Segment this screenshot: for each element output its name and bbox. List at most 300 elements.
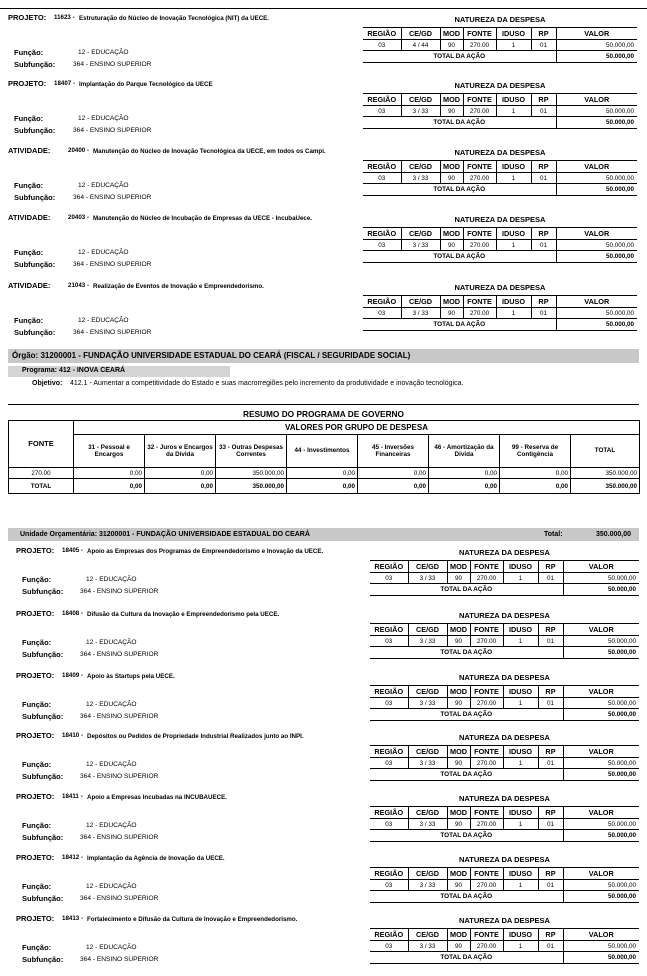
total-acao-label: TOTAL DA AÇÃO	[370, 647, 563, 659]
table-row	[370, 698, 639, 709]
subfuncao-label: Subfunção:	[14, 126, 56, 135]
block-code: 21043 -	[68, 282, 89, 289]
funcao-label: Função:	[14, 114, 44, 123]
funcao-label: Função:	[14, 316, 44, 325]
col-header-2: MOD	[440, 161, 463, 173]
block-description: Apoio às Startups pela UECE.	[87, 673, 175, 680]
col-header-1: CE/GD	[408, 624, 447, 636]
col-header-2: MOD	[447, 807, 470, 819]
subfuncao-value: 364 - ENSINO SUPERIOR	[73, 261, 152, 268]
total-row	[363, 117, 637, 129]
cell: 270.00	[470, 573, 503, 584]
resumo-total-label: TOTAL	[9, 479, 74, 494]
block-description: Apoio as Empresas dos Programas de Empreendedorismo e Inovação da UECE.	[87, 548, 324, 555]
group-header-7: TOTAL	[571, 435, 640, 468]
total-cell: 0,00	[287, 479, 358, 494]
col-header-2: MOD	[447, 624, 470, 636]
table-row	[363, 40, 637, 51]
cell: 50.000,00	[563, 880, 639, 891]
cell: 1	[496, 173, 531, 184]
block-code-number: 18410	[62, 732, 80, 739]
col-header-2: MOD	[447, 868, 470, 880]
block-description: Apoio a Empresas Incubadas na INCUBAUECE.	[87, 794, 227, 801]
block-description: Depósitos ou Pedidos de Propriedade Industrial Realizados junto ao INPI.	[87, 733, 304, 740]
block-kind-label: PROJETO:	[16, 609, 55, 618]
block-kind-label: PROJETO:	[16, 671, 55, 680]
subfuncao-label: Subfunção:	[22, 650, 64, 659]
cell: 50.000,00	[556, 173, 637, 184]
cell: 03	[370, 758, 408, 769]
col-header-4: IDUSO	[503, 807, 538, 819]
total-acao-value: 50.000,00	[563, 769, 639, 781]
col-header-6: VALOR	[563, 807, 639, 819]
col-header-4: IDUSO	[503, 686, 538, 698]
total-acao-label: TOTAL DA AÇÃO	[363, 251, 556, 263]
total-row	[363, 51, 637, 63]
cell: 01	[531, 106, 556, 117]
block-description: Implantação da Agência de Inovação da UECE.	[87, 855, 225, 862]
col-header-6: VALOR	[556, 28, 637, 40]
col-header-6: VALOR	[563, 624, 639, 636]
block-description: Realização de Eventos de Inovação e Empreendedorismo.	[93, 283, 264, 290]
total-acao-value: 50.000,00	[556, 51, 637, 63]
objetivo-label: Objetivo:	[32, 380, 63, 387]
cell: 1	[496, 240, 531, 251]
table-row	[370, 758, 639, 769]
col-header-0: REGIÃO	[363, 28, 401, 40]
table-row	[370, 573, 639, 584]
table-row	[370, 819, 639, 830]
cell: 270.00	[470, 636, 503, 647]
table-row	[370, 880, 639, 891]
bottom-block	[0, 788, 647, 849]
col-header-5: RP	[538, 746, 563, 758]
block-code: 18412 -	[62, 854, 83, 861]
cell: 50.000,00	[556, 106, 637, 117]
cell: 90	[447, 819, 470, 830]
col-header-3: FONTE	[463, 161, 496, 173]
total-acao-label: TOTAL DA AÇÃO	[370, 891, 563, 903]
natureza-title: NATUREZA DA DESPESA	[459, 611, 550, 620]
col-header-1: CE/GD	[408, 868, 447, 880]
col-header-5: RP	[538, 624, 563, 636]
funcao-value: 12 - EDUCAÇÃO	[86, 883, 137, 890]
block-code-number: 11623	[54, 14, 71, 21]
col-header-4: IDUSO	[496, 94, 531, 106]
bottom-block	[0, 542, 647, 603]
total-cell: 0,00	[358, 479, 429, 494]
block-kind-label: PROJETO:	[16, 546, 55, 555]
block-code: 18411 -	[62, 793, 83, 800]
top-block	[0, 75, 647, 142]
col-header-5: RP	[531, 28, 556, 40]
col-header-6: VALOR	[563, 868, 639, 880]
total-row	[370, 584, 639, 596]
total-acao-value: 50.000,00	[556, 184, 637, 196]
col-header-5: RP	[538, 561, 563, 573]
block-description: Estruturação do Núcleo de Inovação Tecnológica (NIT) da UECE.	[79, 15, 270, 22]
col-header-2: MOD	[440, 296, 463, 308]
block-code-number: 20400	[68, 147, 86, 154]
resumo-title: RESUMO DO PROGRAMA DE GOVERNO	[242, 409, 405, 419]
natureza-table	[370, 623, 639, 659]
cell: 90	[440, 308, 463, 319]
col-header-5: RP	[538, 929, 563, 941]
orgao-bar: Órgão: 31200001 - FUNDAÇÃO UNIVERSIDADE ESTADUAL DO CEARÁ (FISCAL / SEGURIDADE SOCIAL)	[8, 349, 639, 363]
subfuncao-value: 364 - ENSINO SUPERIOR	[80, 588, 159, 595]
table-row	[363, 308, 637, 319]
subfuncao-label: Subfunção:	[22, 712, 64, 721]
block-kind-label: PROJETO:	[16, 731, 55, 740]
funcao-label: Função:	[22, 575, 52, 584]
cell: 50.000,00	[563, 573, 639, 584]
subfuncao-value: 364 - ENSINO SUPERIOR	[80, 773, 159, 780]
funcao-label: Função:	[14, 248, 44, 257]
natureza-title: NATUREZA DA DESPESA	[459, 916, 550, 925]
total-acao-label: TOTAL DA AÇÃO	[370, 769, 563, 781]
block-code: 18408 -	[62, 610, 83, 617]
funcao-label: Função:	[22, 943, 52, 952]
cell: 03	[370, 636, 408, 647]
value-cell: 0,00	[145, 468, 216, 479]
col-header-4: IDUSO	[496, 28, 531, 40]
funcao-value: 12 - EDUCAÇÃO	[86, 761, 137, 768]
natureza-title: NATUREZA DA DESPESA	[459, 733, 550, 742]
cell: 90	[447, 636, 470, 647]
natureza-title: NATUREZA DA DESPESA	[459, 855, 550, 864]
funcao-label: Função:	[22, 638, 52, 647]
cell: 1	[503, 636, 538, 647]
block-code: 18405 -	[62, 547, 83, 554]
table-row	[363, 173, 637, 184]
col-header-0: REGIÃO	[370, 929, 408, 941]
cell: 03	[363, 173, 401, 184]
total-acao-label: TOTAL DA AÇÃO	[370, 952, 563, 964]
subfuncao-label: Subfunção:	[22, 587, 64, 596]
cell: 90	[440, 240, 463, 251]
table-row	[363, 106, 637, 117]
subfuncao-value: 364 - ENSINO SUPERIOR	[80, 956, 159, 963]
valores-header: VALORES POR GRUPO DE DESPESA	[74, 421, 640, 435]
cell: 270.00	[470, 698, 503, 709]
block-code-number: 18412	[62, 854, 80, 861]
total-acao-label: TOTAL DA AÇÃO	[370, 584, 563, 596]
cell: 1	[496, 106, 531, 117]
cell: 3 / 33	[408, 819, 447, 830]
col-header-3: FONTE	[470, 561, 503, 573]
cell: 50.000,00	[556, 308, 637, 319]
col-header-3: FONTE	[463, 28, 496, 40]
total-acao-label: TOTAL DA AÇÃO	[363, 319, 556, 331]
col-header-5: RP	[531, 228, 556, 240]
subfuncao-label: Subfunção:	[14, 60, 56, 69]
cell: 1	[496, 308, 531, 319]
cell: 50.000,00	[563, 698, 639, 709]
col-header-5: RP	[531, 94, 556, 106]
funcao-value: 12 - EDUCAÇÃO	[86, 701, 137, 708]
cell: 03	[370, 941, 408, 952]
col-header-4: IDUSO	[503, 929, 538, 941]
resumo-divider	[8, 404, 639, 405]
block-kind-label: ATIVIDADE:	[8, 281, 51, 290]
cell: 90	[447, 880, 470, 891]
cell: 1	[503, 819, 538, 830]
cell: 3 / 33	[408, 941, 447, 952]
subfuncao-label: Subfunção:	[14, 260, 56, 269]
cell: 01	[538, 636, 563, 647]
block-code-number: 18411	[62, 793, 79, 800]
top-block	[0, 8, 647, 75]
block-description: Implantação do Parque Tecnológico da UECE	[79, 81, 213, 88]
funcao-label: Função:	[22, 700, 52, 709]
block-code: 18413 -	[62, 915, 83, 922]
unidade-label: Unidade Orçamentária: 31200001 - FUNDAÇÃO UNIVERSIDADE ESTADUAL DO CEARÁ	[20, 531, 310, 538]
funcao-label: Função:	[14, 181, 44, 190]
group-header-3: 44 - Investimentos	[287, 435, 358, 468]
total-cell: 0,00	[429, 479, 500, 494]
value-cell: 350.000,00	[571, 468, 640, 479]
subfuncao-label: Subfunção:	[22, 833, 64, 842]
col-header-0: REGIÃO	[370, 624, 408, 636]
block-code: 18410 -	[62, 732, 83, 739]
cell: 03	[370, 573, 408, 584]
subfuncao-value: 364 - ENSINO SUPERIOR	[80, 713, 159, 720]
cell: 270.00	[470, 758, 503, 769]
cell: 3 / 33	[401, 308, 440, 319]
subfuncao-label: Subfunção:	[14, 328, 56, 337]
cell: 3 / 33	[408, 698, 447, 709]
cell: 3 / 33	[408, 758, 447, 769]
funcao-value: 12 - EDUCAÇÃO	[78, 249, 129, 256]
col-header-4: IDUSO	[503, 868, 538, 880]
col-header-1: CE/GD	[401, 94, 440, 106]
cell: 90	[447, 758, 470, 769]
natureza-table	[370, 745, 639, 781]
col-header-3: FONTE	[463, 228, 496, 240]
subfuncao-value: 364 - ENSINO SUPERIOR	[80, 651, 159, 658]
total-acao-label: TOTAL DA AÇÃO	[370, 709, 563, 721]
programa-bar: Programa: 412 - INOVA CEARÁ	[8, 366, 230, 377]
subfuncao-value: 364 - ENSINO SUPERIOR	[73, 127, 152, 134]
value-cell: 0,00	[429, 468, 500, 479]
col-header-0: REGIÃO	[363, 228, 401, 240]
bottom-block	[0, 910, 647, 971]
value-cell: 0,00	[74, 468, 145, 479]
bottom-block	[0, 667, 647, 728]
cell: 01	[538, 698, 563, 709]
natureza-table	[370, 560, 639, 596]
cell: 90	[440, 40, 463, 51]
natureza-table	[363, 295, 637, 331]
block-code-number: 20403	[68, 214, 86, 221]
block-kind-label: PROJETO:	[8, 79, 47, 88]
funcao-label: Função:	[14, 48, 44, 57]
cell: 50.000,00	[556, 40, 637, 51]
cell: 01	[538, 880, 563, 891]
col-header-5: RP	[538, 868, 563, 880]
cell: 03	[370, 819, 408, 830]
col-header-4: IDUSO	[496, 161, 531, 173]
group-header-2: 33 - Outras Despesas Correntes	[216, 435, 287, 468]
col-header-6: VALOR	[556, 228, 637, 240]
cell: 03	[363, 106, 401, 117]
total-acao-value: 50.000,00	[563, 709, 639, 721]
cell: 270.00	[463, 173, 496, 184]
bottom-block	[0, 849, 647, 910]
block-code-number: 18408	[62, 610, 80, 617]
cell: 1	[503, 698, 538, 709]
block-code-number: 18413	[62, 915, 80, 922]
col-header-2: MOD	[447, 686, 470, 698]
col-header-0: REGIÃO	[370, 868, 408, 880]
natureza-table	[363, 227, 637, 263]
group-header-5: 46 - Amortização da Dívida	[429, 435, 500, 468]
col-header-4: IDUSO	[496, 296, 531, 308]
cell: 03	[363, 240, 401, 251]
cell: 50.000,00	[563, 819, 639, 830]
col-header-1: CE/GD	[408, 929, 447, 941]
cell: 50.000,00	[556, 240, 637, 251]
col-header-3: FONTE	[470, 686, 503, 698]
total-acao-label: TOTAL DA AÇÃO	[363, 184, 556, 196]
col-header-3: FONTE	[463, 94, 496, 106]
top-block	[0, 277, 647, 344]
col-header-0: REGIÃO	[370, 746, 408, 758]
cell: 01	[538, 819, 563, 830]
col-header-3: FONTE	[470, 868, 503, 880]
cell: 01	[531, 240, 556, 251]
table-row	[370, 941, 639, 952]
col-header-1: CE/GD	[408, 686, 447, 698]
cell: 03	[370, 698, 408, 709]
col-header-3: FONTE	[470, 929, 503, 941]
col-header-3: FONTE	[463, 296, 496, 308]
subfuncao-label: Subfunção:	[22, 894, 64, 903]
natureza-title: NATUREZA DA DESPESA	[454, 15, 546, 24]
col-header-1: CE/GD	[401, 28, 440, 40]
col-header-2: MOD	[447, 929, 470, 941]
cell: 270.00	[463, 106, 496, 117]
natureza-table	[370, 685, 639, 721]
funcao-label: Função:	[22, 821, 52, 830]
col-header-1: CE/GD	[401, 296, 440, 308]
bottom-block	[0, 605, 647, 666]
col-header-1: CE/GD	[408, 807, 447, 819]
cell: 01	[538, 573, 563, 584]
total-cell: 350.000,00	[571, 479, 640, 494]
cell: 1	[503, 880, 538, 891]
cell: 50.000,00	[563, 941, 639, 952]
total-cell: 0,00	[74, 479, 145, 494]
table-row	[370, 636, 639, 647]
cell: 3 / 33	[408, 636, 447, 647]
total-cell: 0,00	[500, 479, 571, 494]
col-header-6: VALOR	[563, 561, 639, 573]
unidade-total-label: Total:	[544, 531, 563, 538]
block-kind-label: ATIVIDADE:	[8, 146, 51, 155]
total-acao-value: 50.000,00	[563, 647, 639, 659]
total-acao-value: 50.000,00	[556, 117, 637, 129]
value-cell: 0,00	[287, 468, 358, 479]
total-acao-label: TOTAL DA AÇÃO	[370, 830, 563, 842]
cell: 270.00	[470, 880, 503, 891]
cell: 3 / 33	[401, 240, 440, 251]
col-header-4: IDUSO	[503, 561, 538, 573]
total-acao-value: 50.000,00	[563, 830, 639, 842]
col-header-4: IDUSO	[503, 624, 538, 636]
cell: 01	[531, 40, 556, 51]
group-header-4: 45 - Inversões Financeiras	[358, 435, 429, 468]
funcao-value: 12 - EDUCAÇÃO	[86, 576, 137, 583]
col-header-5: RP	[531, 161, 556, 173]
cell: 50.000,00	[563, 758, 639, 769]
natureza-title: NATUREZA DA DESPESA	[454, 283, 546, 292]
total-row	[370, 830, 639, 842]
natureza-title: NATUREZA DA DESPESA	[454, 81, 546, 90]
cell: 01	[538, 941, 563, 952]
total-row	[370, 647, 639, 659]
col-header-2: MOD	[447, 746, 470, 758]
cell: 50.000,00	[563, 636, 639, 647]
natureza-title: NATUREZA DA DESPESA	[459, 673, 550, 682]
total-acao-value: 50.000,00	[563, 952, 639, 964]
cell: 90	[440, 106, 463, 117]
block-description: Manutenção do Núcleo de Incubação de Empresas da UECE - IncubaUece.	[93, 215, 313, 222]
col-header-6: VALOR	[563, 929, 639, 941]
natureza-table	[370, 806, 639, 842]
block-code-number: 18405	[62, 547, 80, 554]
col-header-6: VALOR	[556, 94, 637, 106]
natureza-title: NATUREZA DA DESPESA	[459, 794, 550, 803]
total-acao-value: 50.000,00	[563, 584, 639, 596]
cell: 3 / 33	[408, 880, 447, 891]
total-row	[370, 709, 639, 721]
cell: 3 / 33	[401, 106, 440, 117]
cell: 3 / 33	[401, 173, 440, 184]
cell: 1	[503, 941, 538, 952]
block-kind-label: PROJETO:	[16, 914, 55, 923]
natureza-table	[370, 928, 639, 964]
col-header-5: RP	[531, 296, 556, 308]
col-header-0: REGIÃO	[363, 94, 401, 106]
funcao-label: Função:	[22, 882, 52, 891]
total-row	[370, 891, 639, 903]
natureza-table	[363, 27, 637, 63]
col-header-1: CE/GD	[408, 561, 447, 573]
total-acao-value: 50.000,00	[556, 319, 637, 331]
funcao-value: 12 - EDUCAÇÃO	[78, 115, 129, 122]
cell: 1	[503, 758, 538, 769]
objetivo-text: 412.1 - Aumentar a competitividade do Estado e suas macrorregiões pelo incremento da produtividade e inovação tecnológica.	[70, 380, 464, 387]
block-code: 11623 -	[54, 14, 75, 21]
group-header-1: 32 - Juros e Encargos da Dívida	[145, 435, 216, 468]
natureza-table	[363, 160, 637, 196]
col-header-6: VALOR	[556, 296, 637, 308]
natureza-title: NATUREZA DA DESPESA	[459, 548, 550, 557]
block-code-number: 18407	[54, 80, 72, 87]
funcao-value: 12 - EDUCAÇÃO	[86, 944, 137, 951]
col-header-0: REGIÃO	[370, 686, 408, 698]
cell: 03	[370, 880, 408, 891]
col-header-2: MOD	[440, 228, 463, 240]
total-row	[370, 769, 639, 781]
subfuncao-label: Subfunção:	[22, 955, 64, 964]
resumo-row	[9, 468, 640, 479]
natureza-title: NATUREZA DA DESPESA	[454, 148, 546, 157]
col-header-0: REGIÃO	[370, 561, 408, 573]
total-cell: 350.000,00	[216, 479, 287, 494]
value-cell: 0,00	[358, 468, 429, 479]
